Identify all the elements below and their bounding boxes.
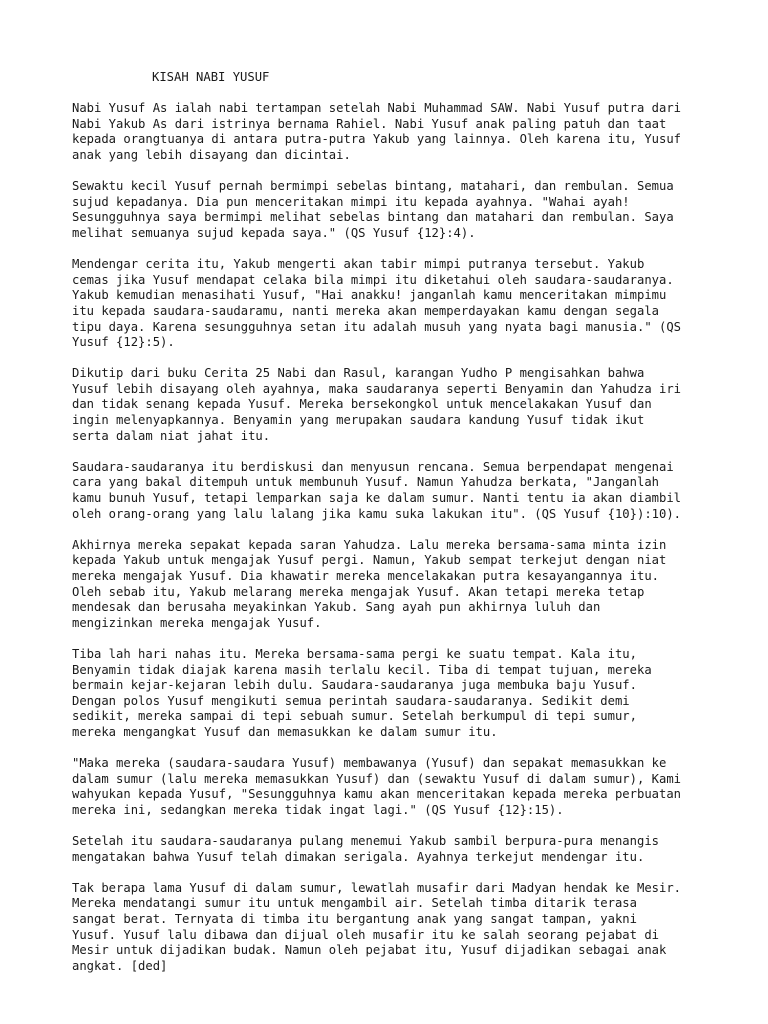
paragraph-4: Dikutip dari buku Cerita 25 Nabi dan Rasul, karangan Yudho P mengisahkan bahwa Yusuf lebih disayang oleh ayahnya, maka saudaranya seperti Benyamin dan Yahudza iri dan tidak senang kepada Yusuf. Mereka bersekongkol untuk mencelakakan Yusuf dan ingin melenyapkannya. Benyamin yang merupakan saudara kandung Yusuf tidak ikut serta dalam niat jahat itu. [72, 366, 682, 443]
document-body [72, 70, 712, 990]
paragraph-6: Akhirnya mereka sepakat kepada saran Yahudza. Lalu mereka bersama-sama minta izin kepada Yakub untuk mengajak Yusuf pergi. Namun, Yakub sempat terkejut dengan niat mereka mengajak Yusuf. Dia khawatir mereka mencelakakan putra kesayangannya itu. Oleh sebab itu, Yakub melarang mereka mengajak Yusuf. Akan tetapi mereka tetap mendesak dan berusaha meyakinkan Yakub. Sang ayah pun akhirnya luluh dan mengizinkan mereka mengajak Yusuf. [72, 537, 667, 630]
paragraph-5: Saudara-saudaranya itu berdiskusi dan menyusun rencana. Semua berpendapat mengenai cara yang bakal ditempuh untuk membunuh Yusuf. Namun Yahudza berkata, "Janganlah kamu bunuh Yusuf, tetapi lemparkan saja ke dalam sumur. Nanti tentu ia akan diambil oleh orang-orang yang lalu lalang jika kamu suka lakukan itu". (QS Yusuf {10}):10). [72, 459, 682, 521]
paragraph-2: Sewaktu kecil Yusuf pernah bermimpi sebelas bintang, matahari, dan rembulan. Semua sujud kepadanya. Dia pun menceritakan mimpi itu kepada ayahnya. "Wahai ayah! Sesungguhnya saya bermimpi melihat sebelas bintang dan matahari dan rembulan. Saya melihat semuanya sujud kepada saya." (QS Yusuf {12}:4). [72, 179, 674, 240]
paragraph-7: Tiba lah hari nahas itu. Mereka bersama-sama pergi ke suatu tempat. Kala itu, Benyamin tidak diajak karena masih terlalu kecil. Tiba di tempat tujuan, mereka bermain kejar-kejaran lebih dulu. Saudara-saudaranya juga membuka baju Yusuf. Dengan polos Yusuf mengikuti semua perintah saudara-saudaranya. Sedikit demi sedikit, mereka sampai di tepi sebuah sumur. Setelah berkumpul di tepi sumur, mereka mengangkat Yusuf dan memasukkan ke dalam sumur itu. [72, 646, 652, 739]
document-title: KISAH NABI YUSUF [152, 70, 270, 84]
paragraph-8: "Maka mereka (saudara-saudara Yusuf) membawanya (Yusuf) dan sepakat memasukkan ke dalam sumur (lalu mereka memasukkan Yusuf) dan (sewaktu Yusuf di dalam sumur), Kami wahyukan kepada Yusuf, "Sesungguhnya kamu akan menceritakan kepada mereka perbuatan mereka ini, sedangkan mereka tidak ingat lagi." (QS Yusuf {12}:15). [72, 756, 682, 817]
paragraph-9: Setelah itu saudara-saudaranya pulang menemui Yakub sambil berpura-pura menangis mengatakan bahwa Yusuf telah dimakan serigala. Ayahnya terkejut mendengar itu. [72, 834, 659, 864]
paragraph-10: Tak berapa lama Yusuf di dalam sumur, lewatlah musafir dari Madyan hendak ke Mesir. Mereka mendatangi sumur itu untuk mengambil air. Setelah timba ditarik terasa sangat berat. Ternyata di timba itu bergantung anak yang sangat tampan, yakni Yusuf. Yusuf lalu dibawa dan dijual oleh musafir itu ke salah seorang pejabat di Mesir untuk dijadikan budak. Namun oleh pejabat itu, Yusuf dijadikan sebagai anak angkat. [ded] [72, 880, 682, 973]
paragraph-3: Mendengar cerita itu, Yakub mengerti akan tabir mimpi putranya tersebut. Yakub cemas jika Yusuf mendapat celaka bila mimpi itu diketahui oleh saudara-saudaranya. Yakub kemudian menasihati Yusuf, "Hai anakku! janganlah kamu menceritakan mimpimu itu kepada saudara-saudaramu, nanti mereka akan memperdayakan kamu dengan segala tipu daya. Karena sesungguhnya setan itu adalah musuh yang nyata bagi manusia." (QS Yusuf {12}:5). [72, 257, 682, 350]
paragraph-1: Nabi Yusuf As ialah nabi tertampan setelah Nabi Muhammad SAW. Nabi Yusuf putra dari Nabi Yakub As dari istrinya bernama Rahiel. Nabi Yusuf anak paling patuh dan taat kepada orangtuanya di antara putra-putra Yakub yang lainnya. Oleh karena itu, Yusuf anak yang lebih disayang dan dicintai. [72, 101, 682, 162]
